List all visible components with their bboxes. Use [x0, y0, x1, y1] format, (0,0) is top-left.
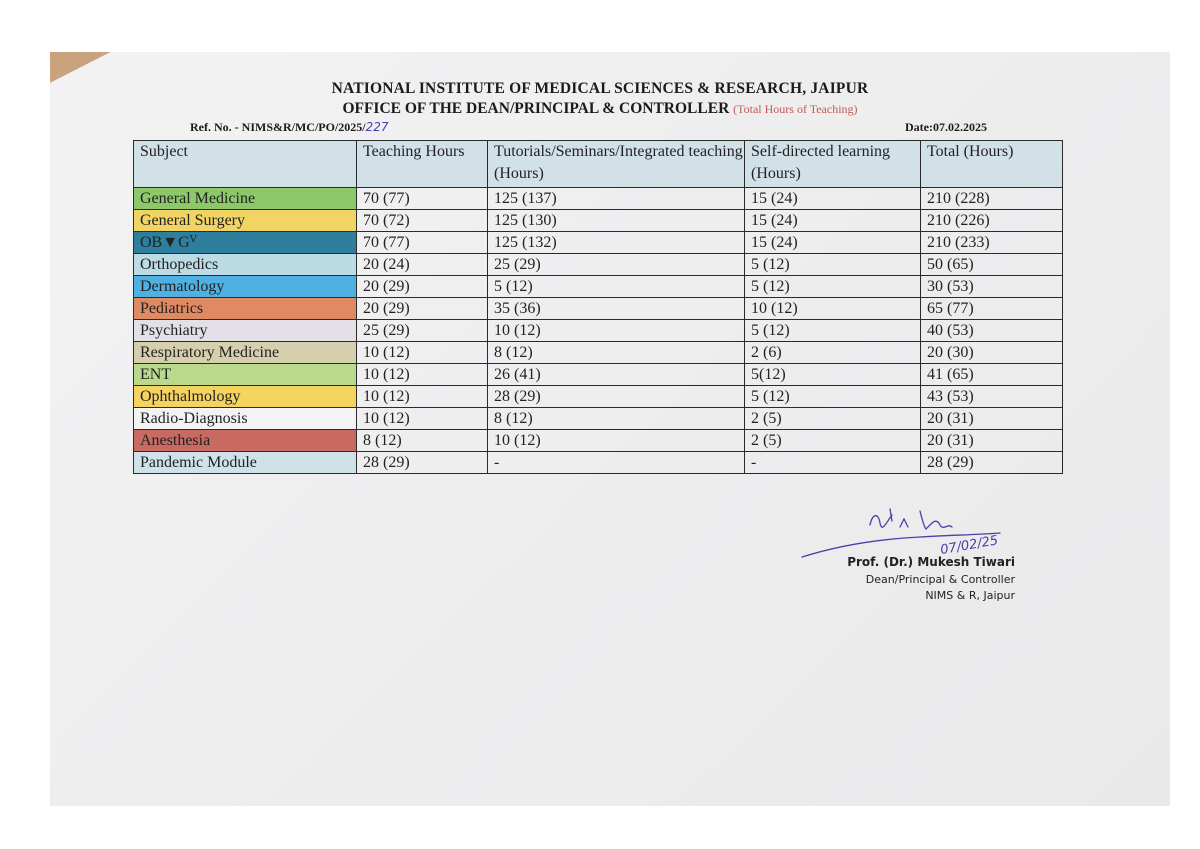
subject-cell: General Surgery: [134, 210, 357, 232]
self-directed-cell: 5(12): [745, 364, 921, 386]
table-row: [134, 364, 1063, 386]
teaching-cell: 8 (12): [357, 430, 488, 452]
subject-cell: Dermatology: [134, 276, 357, 298]
total-cell: 40 (53): [921, 320, 1063, 342]
subject-cell: Pediatrics: [134, 298, 357, 320]
total-cell: 43 (53): [921, 386, 1063, 408]
table-row: [134, 232, 1063, 254]
ref-number-handwritten: 227: [365, 120, 389, 134]
table-header-row: [134, 141, 1063, 188]
self-directed-cell: 5 (12): [745, 386, 921, 408]
ref-label: Ref. No. - NIMS&R/MC/PO/2025/: [190, 120, 366, 134]
total-cell: 20 (31): [921, 430, 1063, 452]
table-row: [134, 276, 1063, 298]
subject-cell: Radio-Diagnosis: [134, 408, 357, 430]
office-name: OFFICE OF THE DEAN/PRINCIPAL & CONTROLLER: [342, 100, 730, 117]
teaching-hours-table: [133, 140, 1063, 474]
table-row: [134, 210, 1063, 232]
total-cell: 20 (30): [921, 342, 1063, 364]
table-row: [134, 386, 1063, 408]
column-header: Total (Hours): [921, 141, 1063, 188]
signatory-place: NIMS & R, Jaipur: [925, 589, 1015, 602]
total-cell: 28 (29): [921, 452, 1063, 474]
subject-cell: Anesthesia: [134, 430, 357, 452]
table-row: [134, 320, 1063, 342]
table-row: [134, 254, 1063, 276]
self-directed-cell: -: [745, 452, 921, 474]
self-directed-cell: 15 (24): [745, 210, 921, 232]
tutorials-cell: 125 (130): [488, 210, 745, 232]
teaching-cell: 20 (29): [357, 276, 488, 298]
subject-cell: Orthopedics: [134, 254, 357, 276]
teaching-cell: 70 (72): [357, 210, 488, 232]
reference-number: [190, 120, 389, 135]
table-row: [134, 452, 1063, 474]
tutorials-cell: 10 (12): [488, 320, 745, 342]
tutorials-cell: 5 (12): [488, 276, 745, 298]
teaching-cell: 70 (77): [357, 232, 488, 254]
subject-cell: Respiratory Medicine: [134, 342, 357, 364]
subject-cell: General Medicine: [134, 188, 357, 210]
self-directed-cell: 10 (12): [745, 298, 921, 320]
self-directed-cell: 5 (12): [745, 254, 921, 276]
signatory-name: Prof. (Dr.) Mukesh Tiwari: [847, 555, 1015, 569]
tutorials-cell: 8 (12): [488, 408, 745, 430]
subject-cell: OB▼Gⱽ: [134, 232, 357, 254]
tutorials-cell: 25 (29): [488, 254, 745, 276]
tutorials-cell: 10 (12): [488, 430, 745, 452]
total-cell: 41 (65): [921, 364, 1063, 386]
tutorials-cell: 125 (137): [488, 188, 745, 210]
tutorials-cell: 8 (12): [488, 342, 745, 364]
teaching-cell: 25 (29): [357, 320, 488, 342]
table-row: [134, 188, 1063, 210]
column-header: Tutorials/Seminars/Integrated teaching (Hours): [488, 141, 745, 188]
tutorials-cell: 28 (29): [488, 386, 745, 408]
table-row: [134, 342, 1063, 364]
total-cell: 210 (233): [921, 232, 1063, 254]
office-title: [0, 100, 1200, 118]
total-cell: 210 (226): [921, 210, 1063, 232]
teaching-cell: 10 (12): [357, 342, 488, 364]
total-cell: 210 (228): [921, 188, 1063, 210]
self-directed-cell: 15 (24): [745, 188, 921, 210]
self-directed-cell: 5 (12): [745, 320, 921, 342]
total-cell: 30 (53): [921, 276, 1063, 298]
teaching-cell: 20 (29): [357, 298, 488, 320]
office-note: (Total Hours of Teaching): [733, 102, 858, 116]
teaching-cell: 20 (24): [357, 254, 488, 276]
tutorials-cell: 35 (36): [488, 298, 745, 320]
tutorials-cell: 125 (132): [488, 232, 745, 254]
tutorials-cell: 26 (41): [488, 364, 745, 386]
subject-cell: Ophthalmology: [134, 386, 357, 408]
teaching-cell: 70 (77): [357, 188, 488, 210]
teaching-cell: 10 (12): [357, 386, 488, 408]
table-row: [134, 430, 1063, 452]
teaching-cell: 10 (12): [357, 364, 488, 386]
table-row: [134, 298, 1063, 320]
signature-date: 07/02/25: [939, 533, 1000, 559]
table-row: [134, 408, 1063, 430]
tutorials-cell: -: [488, 452, 745, 474]
teaching-cell: 28 (29): [357, 452, 488, 474]
column-header: Subject: [134, 141, 357, 188]
total-cell: 65 (77): [921, 298, 1063, 320]
self-directed-cell: 15 (24): [745, 232, 921, 254]
institute-title: NATIONAL INSTITUTE OF MEDICAL SCIENCES & RESEARCH, JAIPUR: [331, 80, 869, 97]
self-directed-cell: 2 (5): [745, 430, 921, 452]
column-header: Self-directed learning (Hours): [745, 141, 921, 188]
total-cell: 20 (31): [921, 408, 1063, 430]
column-header: Teaching Hours: [357, 141, 488, 188]
subject-cell: ENT: [134, 364, 357, 386]
subject-cell: Pandemic Module: [134, 452, 357, 474]
teaching-cell: 10 (12): [357, 408, 488, 430]
subject-cell: Psychiatry: [134, 320, 357, 342]
self-directed-cell: 5 (12): [745, 276, 921, 298]
self-directed-cell: 2 (5): [745, 408, 921, 430]
document-date: Date:07.02.2025: [905, 120, 987, 134]
signature-block: [800, 505, 1015, 620]
total-cell: 50 (65): [921, 254, 1063, 276]
signatory-role: Dean/Principal & Controller: [865, 573, 1015, 586]
self-directed-cell: 2 (6): [745, 342, 921, 364]
